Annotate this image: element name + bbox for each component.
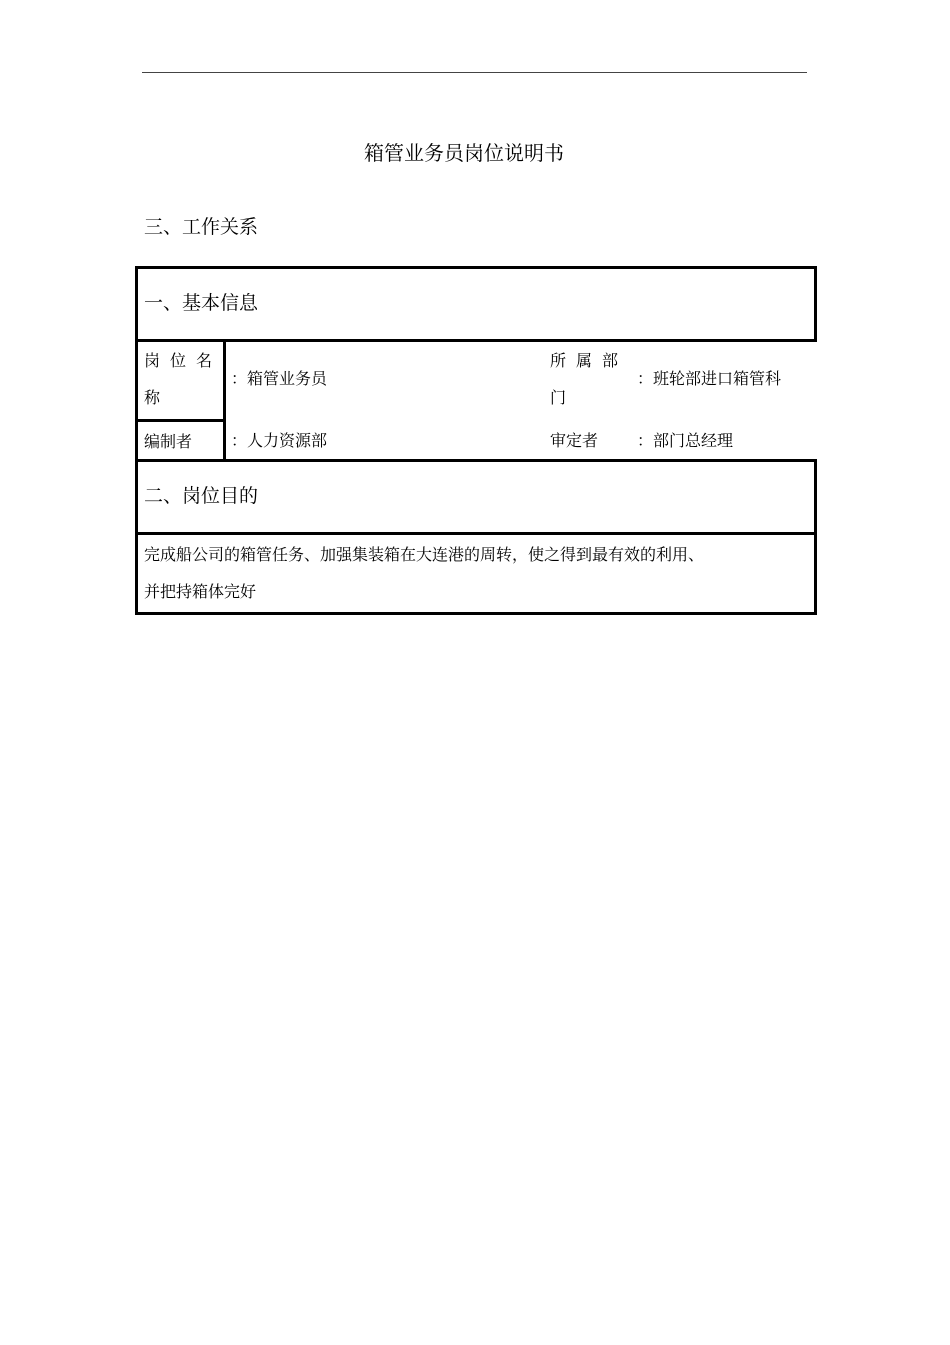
basic-info-heading: 一、基本信息 <box>144 292 259 314</box>
department-label-line1: 所属部 <box>550 351 629 370</box>
position-name-value: ：箱管业务员 <box>231 369 328 388</box>
position-name-label-box <box>135 339 226 422</box>
department-label-line2: 门 <box>550 388 567 407</box>
purpose-heading-box <box>135 459 817 535</box>
author-label: 编制者 <box>144 432 193 451</box>
purpose-line-2: 并把持箱体完好 <box>144 582 257 601</box>
position-name-label-line1: 岗位名 <box>144 351 223 370</box>
reviewer-value: ：部门总经理 <box>637 431 734 450</box>
department-value: ：班轮部进口箱管科 <box>637 369 782 388</box>
purpose-line-1: 完成船公司的箱管任务、加强集装箱在大连港的周转，使之得到最有效的利用、 <box>144 545 705 564</box>
section-heading-work-relations: 三、工作关系 <box>144 216 259 238</box>
position-name-label-line2: 称 <box>144 388 161 407</box>
header-rule <box>142 72 807 73</box>
reviewer-label: 审定者 <box>550 431 599 450</box>
author-value: ：人力资源部 <box>231 431 328 450</box>
job-description-form <box>135 266 817 615</box>
basic-info-heading-box <box>135 266 817 342</box>
column-divider <box>223 339 226 462</box>
purpose-content-box <box>135 532 817 615</box>
purpose-heading: 二、岗位目的 <box>144 485 259 507</box>
document-title: 箱管业务员岗位说明书 <box>364 141 564 165</box>
author-label-box <box>135 419 226 462</box>
